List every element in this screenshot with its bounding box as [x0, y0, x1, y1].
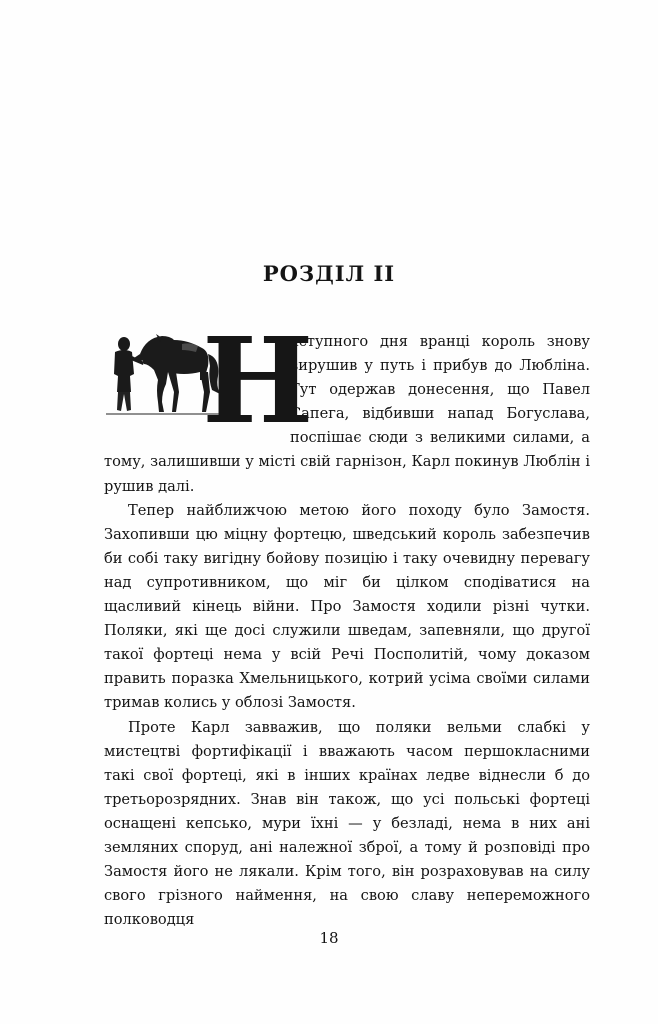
- drop-cap: [104, 311, 314, 450]
- paragraph-1: аступного дня вранці король знову вирушив у путь і прибув до Любліна. Тут одержав донесення, що Павел Сапега, відбивши напад Богуслава, поспішає сюди з великими силами, а тому, залишивши у місті свій гарнізон, Карл покинув Люблін і рушив далі.: [104, 333, 590, 495]
- chapter-title: РОЗДІЛ II: [262, 261, 396, 286]
- drop-cap-letter: Н: [202, 311, 314, 450]
- page-number: 18: [319, 929, 339, 947]
- paragraph-2: Тепер найближчою метою його походу було Замостя. Захопивши цю міцну фортецю, шведський король забезпечив би собі таку вигідну бойову позицію і таку очевидну перевагу над супротивником, що міг би цілком сподіватися на щасливий кінець війни. Про Замостя ходили різні чутки. Поляки, які ще досі служили шведам, запевняли, що другої такої фортеці нема у всій Речі Посполитій, чому доказом править поразка Хмельницького, котрий усіма своїми силами тримав колись у облозі Замостя.: [104, 501, 590, 712]
- paragraph-3: Проте Карл завважив, що поляки вельми слабкі у мистецтві фортифікації і вважають часом першокласними такі свої фортеці, які в інших країнах ледве віднесли б до третьорозрядних. Знав він також, що усі польські фортеці оснащені кепсько, мури їхні — у безладі, нема в них ані земляних споруд, ані належної зброї, а тому й розповіді про Замостя його не лякали. Крім того, він розраховував на силу свого грізного наймення, на свою славу непереможного полководця: [104, 718, 590, 929]
- horse-and-man-illustration-icon: [104, 311, 314, 450]
- chapter-text: [104, 311, 590, 932]
